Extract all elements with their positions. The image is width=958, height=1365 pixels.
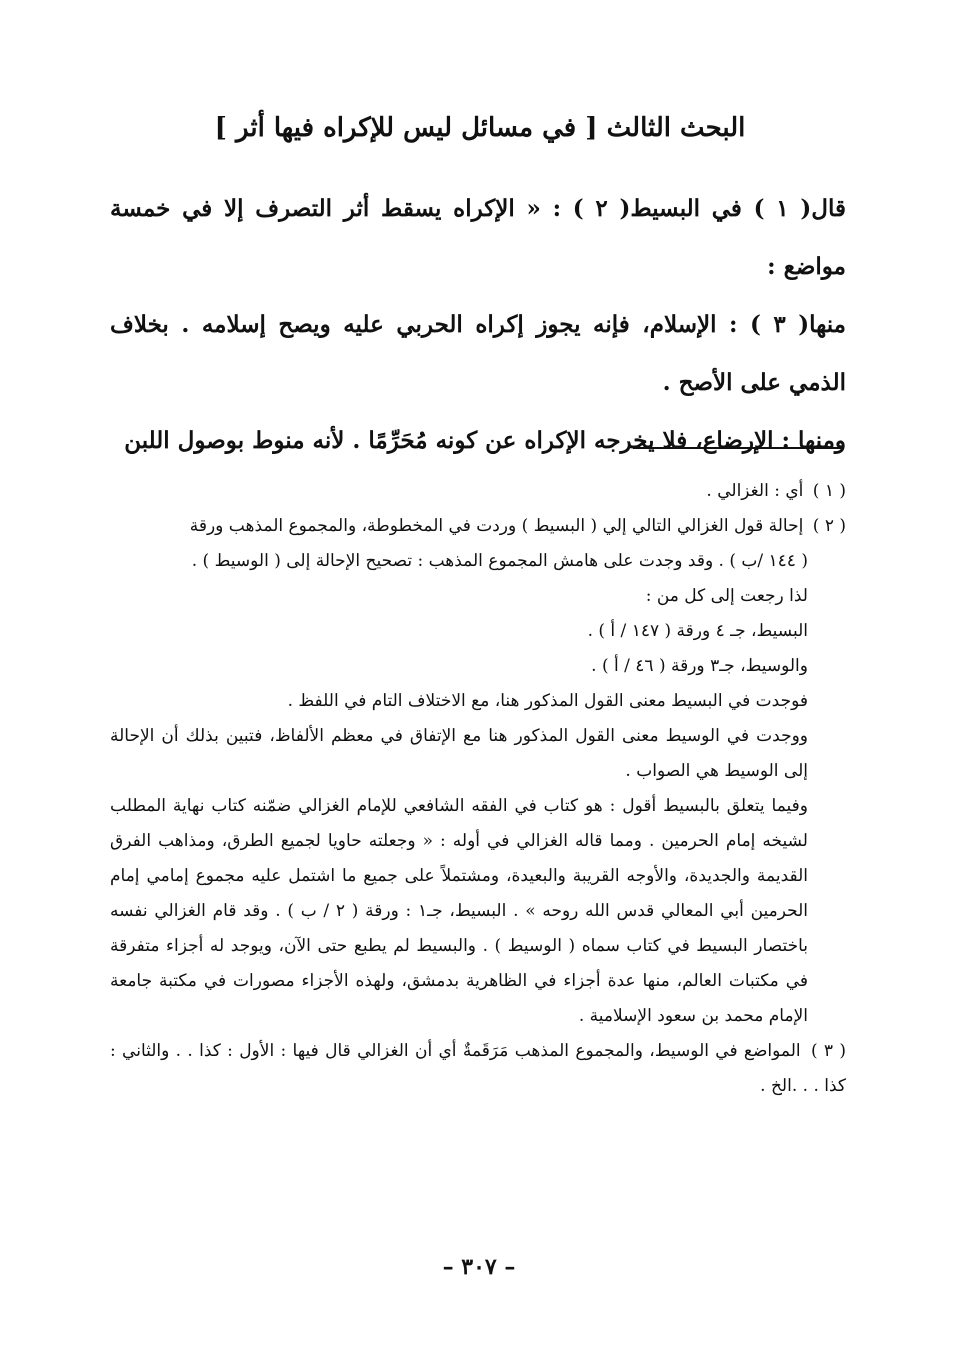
- footnote-2-line: وفيما يتعلق بالبسيط أقول : هو كتاب في الفقه الشافعي للإمام الغزالي ضمّنه كتاب نهاية المطلب لشيخه إمام الحرمين . ومما قاله الغزالي في أوله : « وجعلته حاويا لجميع الطرق، ومذاهب الفرق القديمة والجديدة، والأوجه القريبة والبعيدة، ومشتملاً على جميع ما اشتمل عليه مجموع إمامي إمام الحرمين أبي المعالي قدس الله روحه » . البسيط، جـ١ : ورقة ( ٢ / ب ) . وقد قام الغزالي نفسه باختصار البسيط في كتاب سماه ( الوسيط ) . والبسيط لم يطبع حتى الآن، ويوجد له أجزاء متفرقة في مكتبات العالم، منها عدة أجزاء في الظاهرية بدمشق، ولهذه الأجزاء مصورات في مكتبة جامعة الإمام محمد بن سعود الإسلامية .: [110, 796, 809, 1026]
- footnote-separator: [633, 447, 843, 449]
- footnote-2-line: البسيط، جـ ٤ ورقة ( ١٤٧ / أ ) .: [587, 621, 808, 641]
- footnote-number: ( ٢ ): [812, 516, 846, 536]
- footnote-text: المواضع في الوسيط، والمجموع المذهب مَرَقَمةٌ أي أن الغزالي قال فيها : الأول : كذا . . والثاني : كذا . . .الخ .: [110, 1041, 846, 1096]
- footnotes: [110, 474, 846, 1104]
- main-paragraph-3: ومنها : الإرضاع، فلا يخرجه الإكراه عن كونه مُحَرِّمًا . لأنه منوط بوصول اللبن: [124, 427, 846, 454]
- main-text: [110, 180, 846, 470]
- footnote-number: ( ١ ): [812, 481, 846, 501]
- main-paragraph-2: منها( ٣ ) : الإسلام، فإنه يجوز إكراه الحربي عليه ويصح إسلامه . بخلاف الذمي على الأصح .: [110, 311, 846, 396]
- page-number: – ٣٠٧ –: [442, 1254, 516, 1280]
- footnote-2-line: والوسيط، جـ٣ ورقة ( ٤٦ / أ ) .: [591, 656, 808, 676]
- footnote-2-line: ووجدت في الوسيط معنى القول المذكور هنا مع الإتفاق في معظم الألفاظ، فتبين بذلك أن الإحالة إلى الوسيط هي الصواب .: [110, 726, 808, 781]
- main-paragraph-1: قال( ١ ) في البسيط( ٢ ) : « الإكراه يسقط أثر التصرف إلا في خمسة مواضع :: [110, 195, 846, 280]
- footnote-2-line: لذا رجعت إلى كل من :: [645, 586, 808, 606]
- footnote-3: [110, 1034, 846, 1104]
- section-heading: البحث الثالث [ في مسائل ليس للإكراه فيها أثر ]: [214, 113, 746, 143]
- footnote-text: أي : الغزالي .: [706, 481, 804, 501]
- footnote-2-line: ( ١٤٤ /ب ) . وقد وجدت على هامش المجموع المذهب : تصحيح الإحالة إلى ( الوسيط ) .: [191, 551, 808, 571]
- footnote-text: إحالة قول الغزالي التالي إلي ( البسيط ) وردت في المخطوطة، والمجموع المذهب ورقة: [189, 516, 804, 536]
- footnote-number: ( ٣ ): [810, 1041, 846, 1061]
- footnote-2: [110, 509, 846, 544]
- footnote-2-line: فوجدت في البسيط معنى القول المذكور هنا، مع الاختلاف التام في اللفظ .: [287, 691, 808, 711]
- footnote-1: [110, 474, 846, 509]
